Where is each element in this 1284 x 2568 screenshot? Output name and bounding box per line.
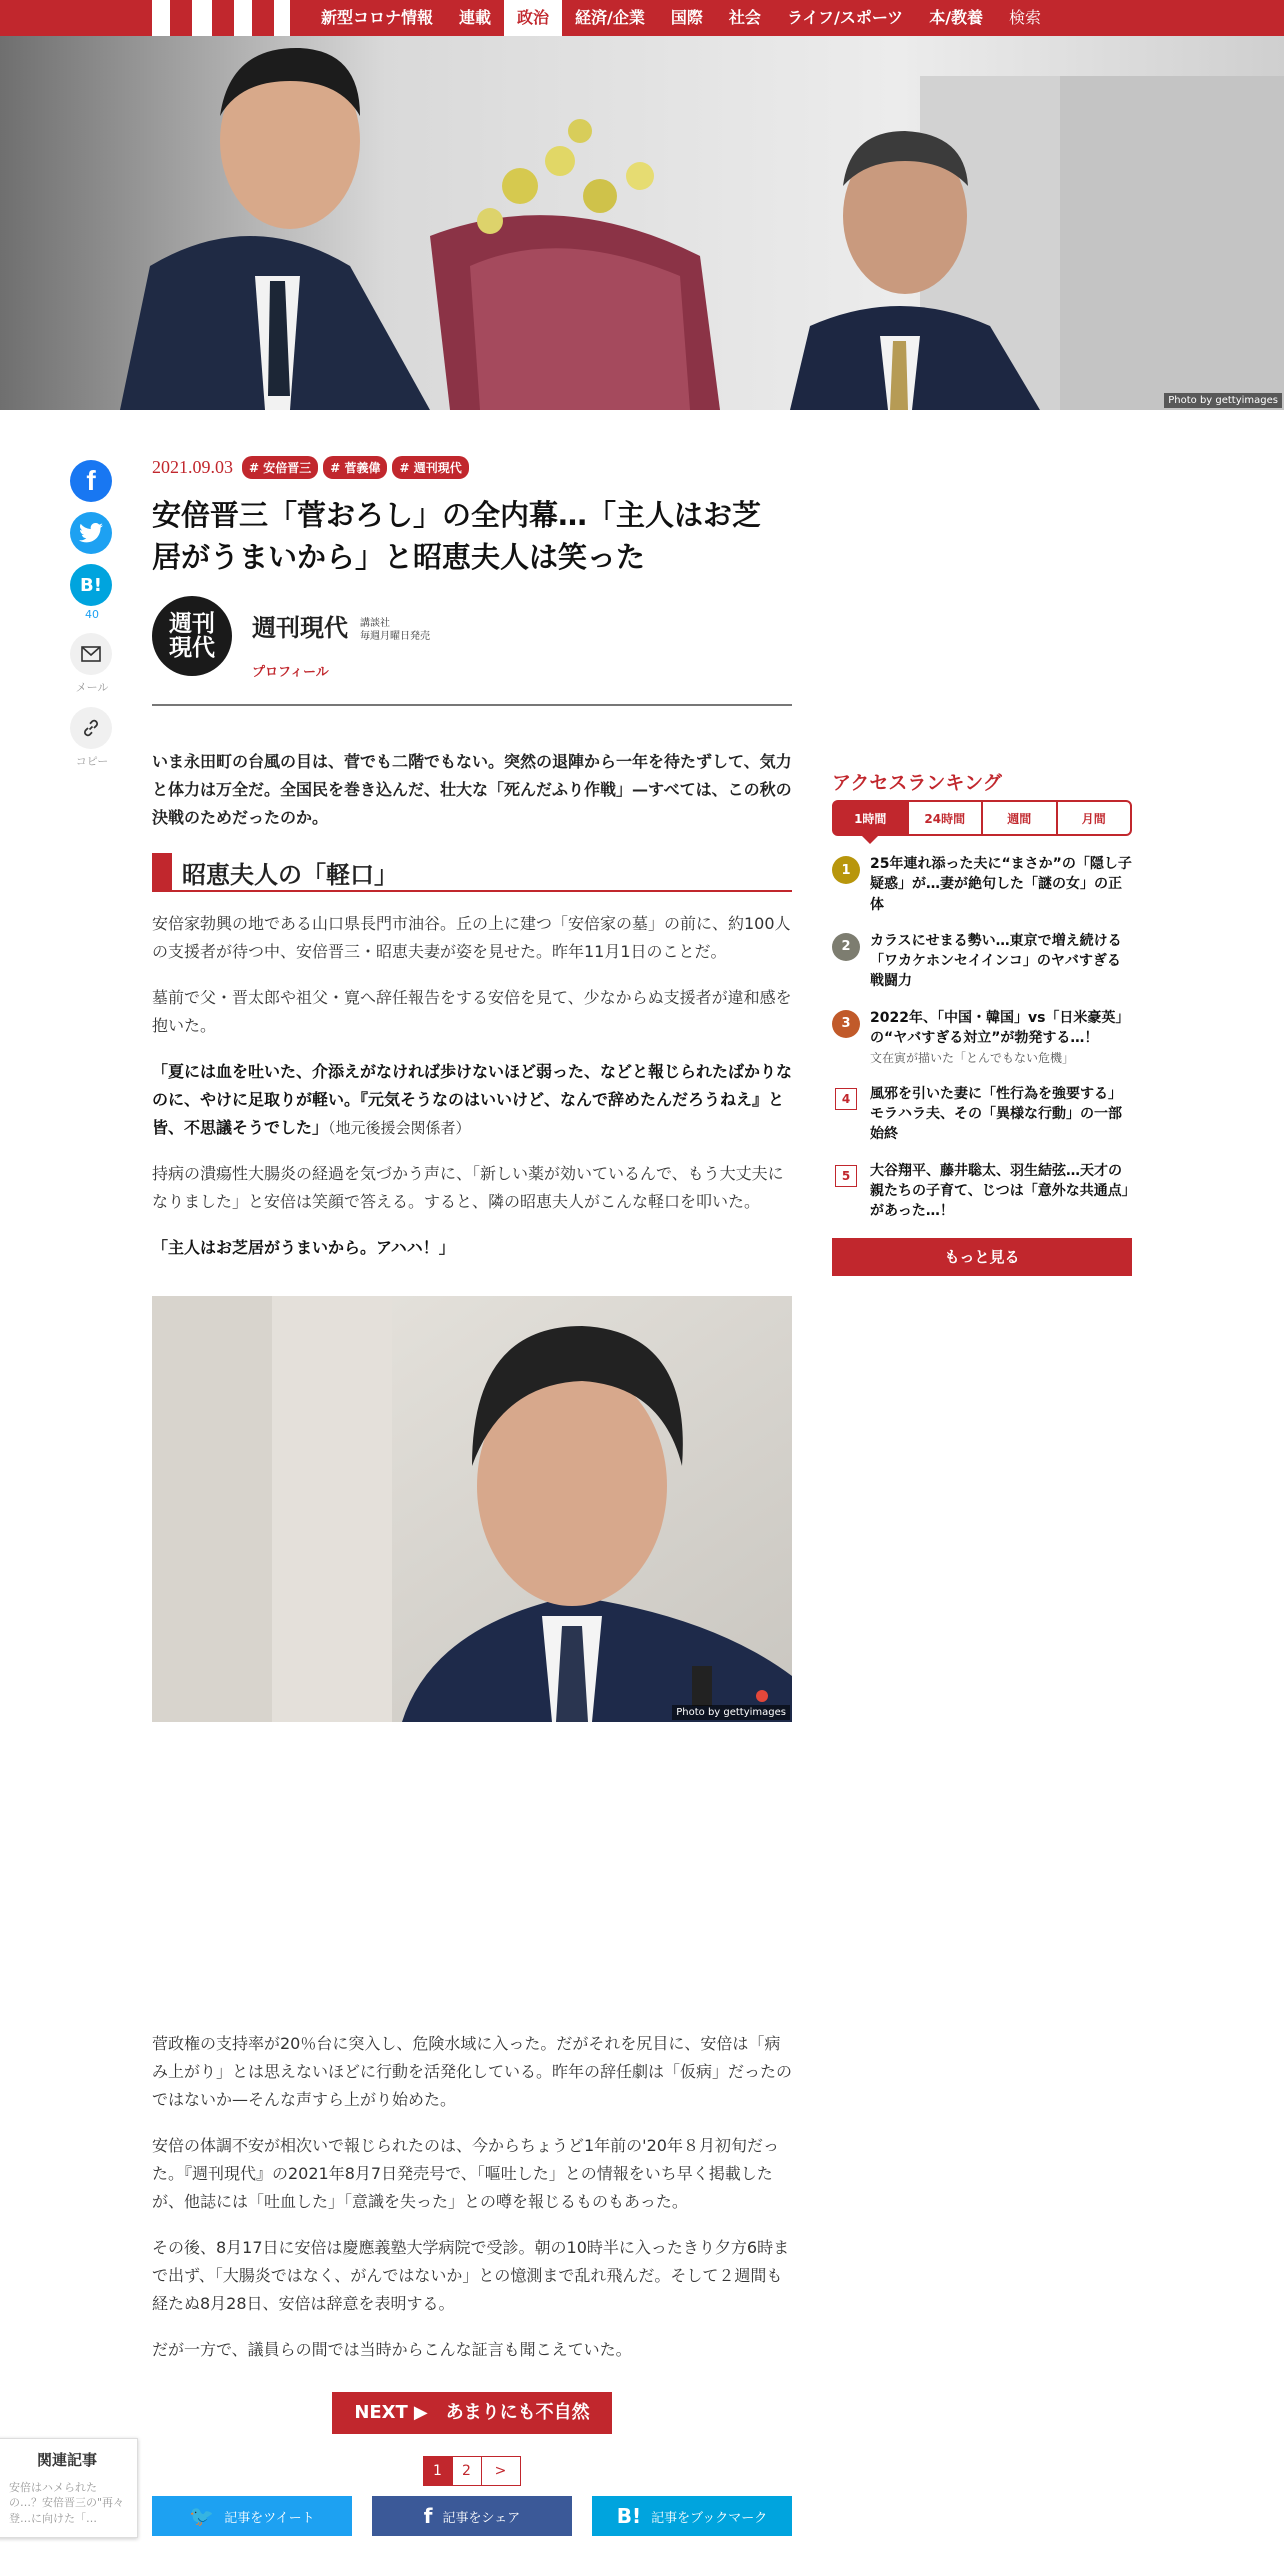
logo-stripe xyxy=(192,0,212,36)
twitter-share-button[interactable] xyxy=(70,512,112,554)
paragraph-7: だが一方で、議員らの間では当時からこんな証言も聞こえていた。 xyxy=(152,2340,632,2360)
site-logo[interactable] xyxy=(152,0,290,36)
nav-item-economy[interactable]: 経済/企業 xyxy=(575,8,645,27)
ranking-item[interactable] xyxy=(832,931,1132,992)
ranking-number: 1 xyxy=(832,856,860,884)
tab-1-hour[interactable]: 1時間 xyxy=(832,800,909,836)
share-bottom-label: 記事をシェア xyxy=(442,2510,521,2526)
ranking-item[interactable] xyxy=(832,1161,1132,1222)
article-meta xyxy=(152,452,792,482)
ranking-tabs xyxy=(832,800,1132,836)
ranking-item-title: 2022年、「中国・韓国」vs「日米豪英」の“ヤバすぎる対立”が勃発する…！ xyxy=(870,1009,1130,1047)
related-articles-title: 関連記事 xyxy=(36,2451,97,2469)
next-page-arrow[interactable]: > xyxy=(481,2456,521,2486)
nav-item-series[interactable]: 連載 xyxy=(459,8,492,27)
ranking-item-subtitle: 文在寅が描いた「とんでもない危機」 xyxy=(870,1051,1075,1066)
paragraph-4: 菅政権の支持率が20％台に突入し、危険水域に入った。だがそれを尻目に、安倍は「病み上がり」とは思えないほどに行動を活発化している。昨年の辞任劇は「仮病」だったのではないか—そんな声すら上がり始めた。 xyxy=(152,2034,793,2110)
ranking-item[interactable] xyxy=(832,1084,1132,1145)
paragraph-2: 墓前で父・晋太郎や祖父・寛へ辞任報告をする安倍を見て、少なからぬ支援者が違和感を抱いた。 xyxy=(152,988,792,1036)
logo-stripe xyxy=(234,0,252,36)
paragraph-5: 安倍の体調不安が相次いで報じられたのは、今からちょうど1年前の'20年８月初旬だった。『週刊現代』の2021年8月7日発売号で、「嘔吐した」との情報をいち早く掲載したが、他誌には「吐血した」「意識を失った」との噂を報じるものもあった。 xyxy=(152,2136,779,2212)
paragraph-6: その後、8月17日に安倍は慶應義塾大学病院で受診。朝の10時半に入ったきり夕方6時まで出ず、「大腸炎ではなく、がんではないか」との憶測まで乱れ飛んだ。そして２週間も経たぬ8月28日、安倍は辞意を表明する。 xyxy=(152,2238,790,2314)
facebook-share-button[interactable] xyxy=(70,460,112,502)
ranking-item-body xyxy=(870,854,1132,915)
author-name[interactable]: 週刊現代 xyxy=(252,614,348,643)
next-page-title: あまりにも不自然 xyxy=(445,2402,590,2424)
ranking-title: アクセスランキング xyxy=(832,772,1002,794)
ranking-number: 5 xyxy=(835,1165,857,1187)
ranking-number: 2 xyxy=(832,933,860,961)
ranking-list xyxy=(832,854,1132,1222)
article-date: 2021.09.03 xyxy=(152,456,233,477)
author-profile-link[interactable]: プロフィール xyxy=(252,665,329,681)
author-publisher xyxy=(360,617,430,643)
hatena-icon: B! xyxy=(80,574,102,596)
nav-item-international[interactable]: 国際 xyxy=(670,8,703,27)
section-heading xyxy=(152,854,792,892)
twitter-icon xyxy=(79,523,103,543)
article-title: 安倍晋三「菅おろし」の全内幕…「主人はお芝居がうまいから」と昭恵夫人は笑った xyxy=(152,498,762,575)
facebook-share-bottom-button[interactable] xyxy=(372,2496,572,2536)
nav-item-covid[interactable]: 新型コロナ情報 xyxy=(321,8,434,27)
paragraph-3: 持病の潰瘍性大腸炎の経過を気づかう声に、「新しい薬が効いているんで、もう大丈夫になりました」と安倍は笑顔で答える。すると、隣の昭恵夫人がこんな軽口を叩いた。 xyxy=(152,1164,784,1212)
link-icon xyxy=(81,718,101,738)
ranking-item-title: カラスにせまる勢い…東京で増え続ける「ワカケホンセイインコ」のヤバすぎる戦闘力 xyxy=(870,932,1122,990)
share-bottom-label: 記事をツイート xyxy=(224,2510,315,2526)
next-page-wrap xyxy=(152,2392,792,2434)
ranking-item-body xyxy=(870,1008,1132,1068)
ranking-item-title: 25年連れ添った夫に“まさか”の「隠し子疑惑」が…妻が絶句した「謎の女」の正体 xyxy=(870,856,1132,913)
hero-photo-illustration xyxy=(0,36,1284,410)
ranking-item[interactable] xyxy=(832,1008,1132,1068)
copy-link-button[interactable] xyxy=(70,707,112,749)
nav-item-society[interactable]: 社会 xyxy=(728,8,761,27)
twitter-share-bottom-button[interactable] xyxy=(152,2496,352,2536)
author-block xyxy=(152,596,792,686)
facebook-icon: f xyxy=(86,465,96,496)
tag-shukan-gendai[interactable]: # 週刊現代 xyxy=(392,456,468,479)
ranking-item-body xyxy=(870,1161,1132,1222)
quote-1-source: （地元後援会関係者） xyxy=(328,1119,471,1138)
tag-suga[interactable]: # 菅義偉 xyxy=(323,456,387,479)
logo-stripe xyxy=(152,0,170,36)
tab-monthly[interactable]: 月間 xyxy=(1056,800,1133,836)
next-label: NEXT xyxy=(354,2402,408,2424)
related-article-snippet[interactable]: 安倍はハメられたの…？安倍晋三の"再々登…に向けた「… xyxy=(9,2481,125,2525)
top-navigation xyxy=(0,0,1284,36)
ranking-number: 4 xyxy=(835,1088,857,1110)
twitter-icon: 🐦 xyxy=(189,2504,215,2529)
ranking-number: 3 xyxy=(832,1010,860,1038)
article-photo-illustration xyxy=(152,1296,792,1722)
ad-placeholder xyxy=(152,1722,792,2012)
hatena-icon: B! xyxy=(616,2504,642,2529)
logo-stripe xyxy=(274,0,290,36)
related-articles-popup[interactable] xyxy=(0,2438,138,2538)
nav-menu xyxy=(308,0,1054,36)
bottom-share-bar xyxy=(152,2496,792,2536)
logo-stripe xyxy=(212,0,234,36)
nav-item-life-sports[interactable]: ライフ/スポーツ xyxy=(786,8,904,27)
heading-accent-bar xyxy=(152,853,172,891)
ranking-item-title: 大谷翔平、藤井聡太、羽生結弦…天才の親たちの子育て、じつは「意外な共通点」があった…！ xyxy=(870,1162,1129,1220)
hatena-share-bottom-button[interactable] xyxy=(592,2496,792,2536)
share-bottom-label: 記事をブックマーク xyxy=(651,2510,768,2526)
mail-share-label: メール xyxy=(75,681,109,694)
access-ranking xyxy=(832,768,1132,1276)
nav-search-link[interactable]: 検索 xyxy=(1009,8,1042,27)
author-info xyxy=(252,596,430,686)
quote-1 xyxy=(152,1058,792,1142)
author-avatar-text: 週刊現代 xyxy=(169,610,215,662)
ranking-more-button[interactable]: もっと見る xyxy=(832,1238,1132,1276)
ranking-item-body xyxy=(870,931,1132,992)
publish-schedule: 毎週月曜日発売 xyxy=(360,631,430,643)
hero-photo-credit: Photo by gettyimages xyxy=(1164,393,1282,408)
ranking-item-body xyxy=(870,1084,1132,1145)
article xyxy=(152,452,792,2536)
section-heading-text: 昭恵夫人の「軽口」 xyxy=(182,860,398,889)
publisher-name: 講談社 xyxy=(360,618,390,630)
next-page-button[interactable] xyxy=(332,2392,611,2434)
ranking-item-title: 風邪を引いた妻に「性行為を強要する」モラハラ夫、その「異様な行動」の一部始終 xyxy=(870,1085,1122,1143)
article-photo-credit: Photo by gettyimages xyxy=(672,1705,790,1720)
nav-item-politics[interactable]: 政治 xyxy=(504,0,562,36)
copy-link-label: コピー xyxy=(75,755,109,768)
page-1-link[interactable]: 1 xyxy=(423,2456,453,2486)
author-avatar[interactable] xyxy=(152,596,232,676)
article-lead: いま永田町の台風の目は、菅でも二階でもない。突然の退陣から一年を待たずして、気力と体力は万全だ。全国民を巻き込んだ、壮大な「死んだふり作戦」—すべては、この秋の決戦のためだったのか。 xyxy=(152,752,792,828)
logo-stripe xyxy=(170,0,192,36)
share-rail xyxy=(70,460,114,781)
tab-weekly[interactable]: 週間 xyxy=(981,800,1058,836)
pagination xyxy=(152,2456,792,2486)
paragraph-1: 安倍家勃興の地である山口県長門市油谷。丘の上に建つ「安倍家の墓」の前に、約100人の支援者が待つ中、安倍晋三・昭恵夫妻が姿を見せた。昨年11月1日のことだ。 xyxy=(152,914,791,962)
nav-item-books[interactable]: 本/教養 xyxy=(929,8,984,27)
mail-icon xyxy=(81,646,101,662)
article-photo xyxy=(152,1296,792,1722)
mail-share-button[interactable] xyxy=(70,633,112,675)
divider xyxy=(152,704,792,706)
play-arrow-icon: ▶ xyxy=(413,2402,428,2424)
hero-image xyxy=(0,36,1284,410)
logo-stripe xyxy=(252,0,274,36)
ranking-item[interactable] xyxy=(832,854,1132,915)
hatena-bookmark-count: 40 xyxy=(85,608,99,621)
hatena-bookmark-button[interactable] xyxy=(70,564,112,606)
tab-24-hours[interactable]: 24時間 xyxy=(907,800,984,836)
tag-abe[interactable]: # 安倍晋三 xyxy=(242,456,318,479)
quote-1-text: 「夏には血を吐いた、介添えがなければ歩けないほど弱った、などと報じられたばかりなのに、やけに足取りが軽い。『元気そうなのはいいけど、なんで辞めたんだろうねえ』と皆、不思議そうでした」 xyxy=(152,1062,793,1138)
page-2-link[interactable]: 2 xyxy=(452,2456,482,2486)
facebook-icon: f xyxy=(423,2504,433,2529)
quote-2: 「主人はお芝居がうまいから。アハハ！」 xyxy=(152,1238,455,1258)
